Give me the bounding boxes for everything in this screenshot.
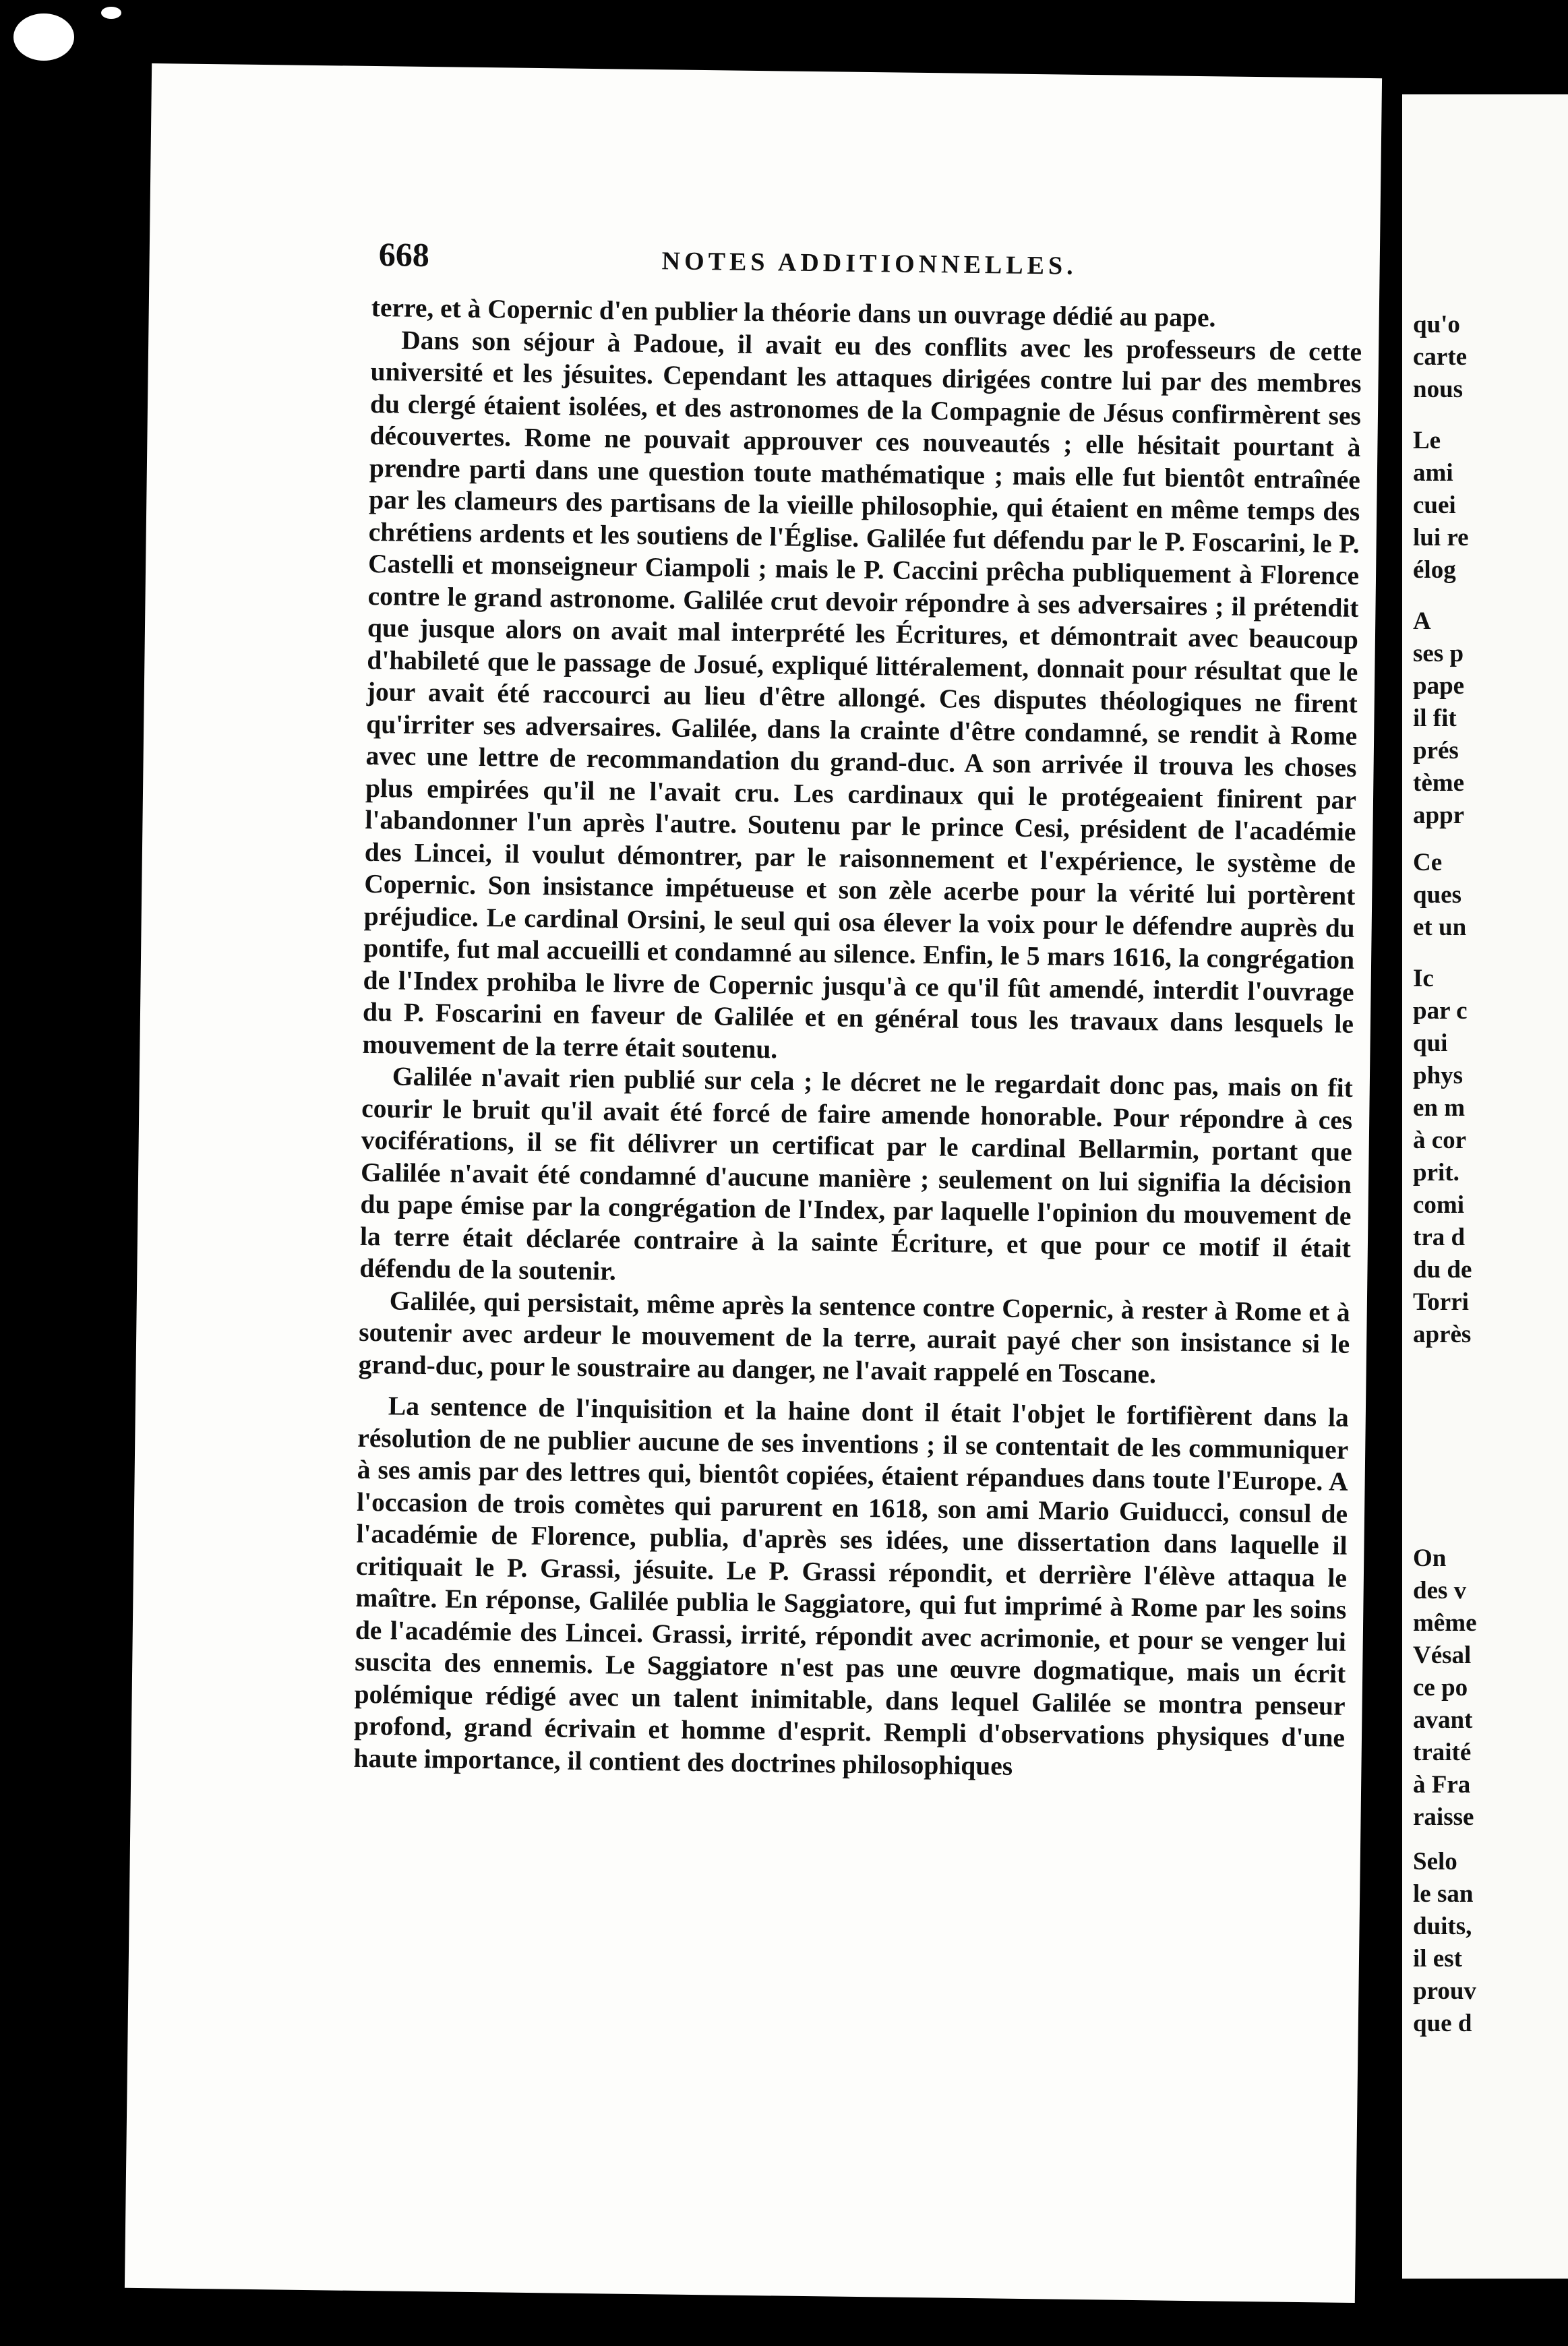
right-page-fragment: On bbox=[1413, 1544, 1447, 1572]
right-page-fragment: A bbox=[1413, 607, 1431, 635]
book-page-left bbox=[125, 63, 1382, 2303]
right-page-fragment: tra d bbox=[1413, 1224, 1466, 1251]
right-page-fragment: et un bbox=[1413, 913, 1467, 941]
right-page-fragment: qu'o bbox=[1413, 311, 1460, 338]
right-page-fragment: le san bbox=[1413, 1880, 1474, 1908]
right-page-fragment: carte bbox=[1413, 343, 1468, 371]
right-page-fragment: Torri bbox=[1413, 1288, 1469, 1316]
right-page-fragment: en m bbox=[1413, 1094, 1466, 1122]
page-header bbox=[378, 235, 1390, 301]
right-page-fragment: même bbox=[1413, 1609, 1477, 1637]
running-title: NOTES ADDITIONNELLES. bbox=[661, 247, 1077, 280]
paragraph: La sentence de l'inquisition et la haine dont il était l'objet le fortifièrent dans la résolution de ne publier aucune de ses inventions ; il se contentait de les communiquer à ses amis par des lettres qui, bientôt copiées, étaient répandues dans toute l'Europe. A l'occasion de trois comètes qui parurent en 1618, son ami Mario Guiducci, consul de l'académie de Florence, publia, d'après ses idées, une dissertation dans laquelle il critiquait le P. Grassi, jésuite. Le P. Grassi répondit, et derrière l'élève attaqua le maître. En réponse, Galilée publia le Saggiatore, qui fut imprimé à Rome par les soins de l'académie des Lincei. Grassi, irrité, répondit avec acrimonie, et pour se venger lui suscita des ennemis. Le Saggiatore n'est pas une œuvre dogmatique, mais un écrit polémique rédigé avec un talent inimitable, dans lequel Galilée se montra penseur profond, grand écrivain et homme d'esprit. Rempli d'observations physiques d'une haute importance, il contient des doctrines philosophiques bbox=[353, 1391, 1350, 1781]
paragraph: terre, et à Copernic d'en publier la théorie dans un ouvrage dédié au pape. bbox=[371, 292, 1216, 333]
right-page-fragment: prit. bbox=[1413, 1159, 1459, 1186]
right-page-fragment: prés bbox=[1413, 737, 1459, 764]
right-page-fragment: il est bbox=[1413, 1945, 1462, 1973]
book-page-right-edge bbox=[1402, 94, 1568, 2279]
paragraph: Galilée n'avait rien publié sur cela ; le décret ne le regardait donc pas, mais on fit courir le bruit qu'il avait été forcé de faire amende honorable. Pour répondre à ces vociférations, il se fit délivrer un certificat par le cardinal Bellarmin, portant que Galilée n'avait été condamné d'aucune manière ; seulement on lui signifia la décision du pape émise par la congrégation de l'Index, par laquelle l'opinion du mouvement de la terre était déclarée contraire à la sainte Écriture, et que pour ce motif il était défendu de la soutenir. bbox=[359, 1061, 1354, 1286]
right-page-fragment: à Fra bbox=[1413, 1771, 1471, 1799]
right-page-fragment: Selo bbox=[1413, 1848, 1457, 1875]
right-page-fragment: il fit bbox=[1413, 704, 1457, 732]
right-page-fragment: du de bbox=[1413, 1256, 1472, 1284]
right-page-fragment: après bbox=[1413, 1321, 1472, 1348]
right-page-fragment: Le bbox=[1413, 427, 1441, 454]
right-page-fragment: ses p bbox=[1413, 640, 1464, 667]
right-page-fragment: ami bbox=[1413, 459, 1453, 487]
right-page-fragment: élog bbox=[1413, 556, 1456, 584]
right-page-fragment: raisse bbox=[1413, 1803, 1474, 1831]
right-page-fragment: Vésal bbox=[1413, 1642, 1472, 1669]
right-page-fragment: lui re bbox=[1413, 524, 1469, 551]
right-page-fragment: par c bbox=[1413, 997, 1468, 1025]
paragraph: Galilée, qui persistait, même après la sentence contre Copernic, à rester à Rome et à soutenir avec ardeur le mouvement de la terre, aurait payé cher son insistance si le grand-duc, pour le soustraire au danger, ne l'avait rappelé en Toscane. bbox=[358, 1285, 1350, 1389]
paragraph: Dans son séjour à Padoue, il avait eu des conflits avec les professeurs de cette université et les jésuites. Cependant les attaques dirigées contre lui par des membres du clergé étaient isolées, et des astronomes de la Compagnie de Jésus confirmèrent ses découvertes. Rome ne pouvait approuver ces nouveautés ; elle hésitait pourtant à prendre parti dans une question toute mathématique ; mais elle fut bientôt entraînée par les clameurs des partisans de la vieille philosophie, qui étaient en même temps des chrétiens ardents et les soutiens de l'Église. Galilée fut défendu par le P. Foscarini, le P. Castelli et monseigneur Ciampoli ; mais le P. Caccini prêcha publiquement à Florence contre le grand astronome. Galilée crut devoir répondre à ses adversaires ; il prétendit que jusque alors on avait mal interprété les Écritures, et démontrait avec beaucoup d'habileté que le passage de Josué, expliqué littéralement, donnait pour résultat que le jour avait été raccourci au lieu d'être allongé. Ces disputes théologiques ne firent qu'irriter ses adversaires. Galilée, dans la crainte d'être condamné, se rendit à Rome avec une lettre de recommandation du grand-duc. A son arrivée il trouva les choses plus empirées qu'il ne l'avait cru. Les cardinaux qui le protégeaient finirent par l'abandonner l'un après l'autre. Soutenu par le prince Cesi, président de l'académie des Lincei, il voulut démontrer, par le raisonnement et l'expérience, le système de Copernic. Son insistance impétueuse et son zèle acerbe pour la vérité lui portèrent préjudice. Le cardinal Orsini, le seul qui osa élever la voix pour le défendre auprès du pontife, fut mal accueilli et condamné au silence. Enfin, le 5 mars 1616, la congrégation de l'Index prohiba le livre de Copernic jusqu'à ce qu'il fût amendé, interdit l'ouvrage du P. Foscarini en faveur de Galilée et en général tous les travaux dans lesquels le mouvement de la terre était soutenu. bbox=[362, 325, 1362, 1064]
right-page-fragment: cuei bbox=[1413, 491, 1456, 519]
page-number: 668 bbox=[378, 235, 430, 274]
right-page-fragment: avant bbox=[1413, 1706, 1473, 1734]
right-page-fragment: ques bbox=[1413, 881, 1461, 909]
right-page-fragment: des v bbox=[1413, 1577, 1467, 1604]
body-text bbox=[353, 292, 1362, 1786]
right-page-fragment: pape bbox=[1413, 672, 1465, 700]
right-page-fragment: Ce bbox=[1413, 849, 1443, 876]
right-page-fragment: phys bbox=[1413, 1062, 1464, 1089]
right-page-fragment: prouv bbox=[1413, 1977, 1476, 2005]
right-page-fragment: nous bbox=[1413, 375, 1464, 403]
right-page-fragment: duits, bbox=[1413, 1913, 1472, 1940]
scan-speckle bbox=[101, 7, 121, 19]
right-page-fragment: tème bbox=[1413, 769, 1464, 797]
right-page-fragment: que d bbox=[1413, 2010, 1472, 2037]
right-page-fragment: comi bbox=[1413, 1191, 1465, 1219]
scan-speckle bbox=[13, 13, 74, 61]
right-page-fragment: Ic bbox=[1413, 965, 1434, 992]
right-page-fragment: appr bbox=[1413, 802, 1465, 829]
right-page-fragment: qui bbox=[1413, 1029, 1448, 1057]
right-page-fragment: à cor bbox=[1413, 1126, 1467, 1154]
right-page-fragment: traité bbox=[1413, 1739, 1472, 1766]
right-page-fragment: ce po bbox=[1413, 1674, 1468, 1702]
